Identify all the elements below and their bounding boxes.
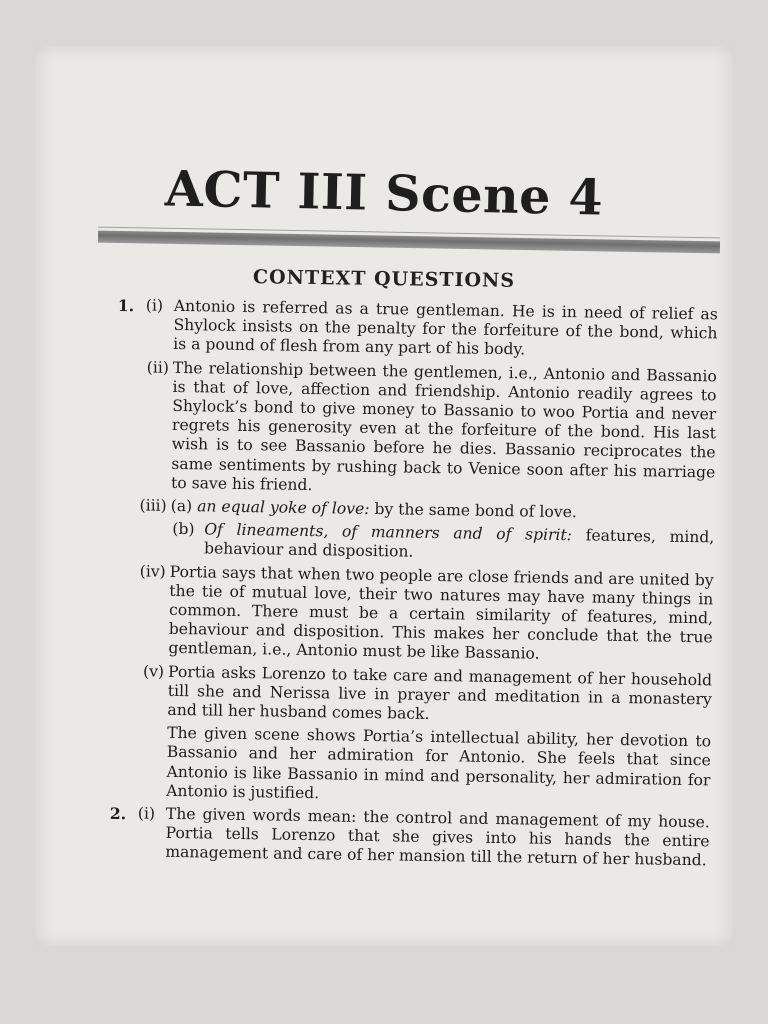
item-text: The given words mean: the control and management of my house. Portia tells Lorenzo that she gives into his hands the entire management and care of her mansion till the return of her husband. (165, 804, 710, 870)
item-text: Portia asks Lorenzo to take care and management of her household till she and Nerissa live in prayer and meditation in a monastery and till her husband comes back. (167, 662, 713, 724)
page-title: ACT III Scene 4 (164, 159, 604, 227)
question-1-item-v (111, 662, 712, 729)
answers-body (109, 296, 718, 875)
question-1-item-v-extra (110, 723, 711, 809)
question-number: 1. (117, 296, 135, 316)
header-rule (98, 231, 720, 254)
item-label: (ii) (146, 358, 170, 377)
item-extra-text: The given scene shows Portia’s intellectual ability, her devotion to Bassanio and her admiration for Antonio. She feels that since Antonio is like Bassanio in mind and personality, her admiration for Antonio is justified. (166, 724, 712, 803)
subitem-label: (a) (170, 496, 193, 516)
item-text: Antonio is referred as a true gentleman. He is in need of relief as Shylock insists on the penalty for the forfeiture of the bond, which is a pound of flesh from any part of his body. (173, 296, 718, 359)
question-1-item-iii-b (114, 519, 715, 567)
subitem-term: an equal yoke of love: (197, 497, 370, 519)
item-label: (i) (145, 296, 164, 315)
item-text: Portia says that when two people are close friends and are united by the tie of mutual love, their two natures may have many things in common. There must be a certain similarity of features, mind, behaviour and disposition. This makes her conclude that the true gentleman, i.e., Antonio must be like Bassanio. (168, 562, 714, 664)
book-page (36, 46, 732, 946)
subitem-text: by the same bond of love. (369, 500, 577, 522)
section-subtitle: CONTEXT QUESTIONS (252, 266, 516, 292)
question-2-item-i (109, 804, 710, 871)
question-1-item-ii (115, 358, 717, 502)
subitem-term: Of lineaments, of manners and of spirit: (204, 520, 573, 545)
item-label: (iv) (139, 562, 166, 581)
question-number: 2. (109, 804, 127, 824)
item-text: The relationship between the gentlemen, i.e., Antonio and Bassanio is that of love, affection and friendship. Antonio readily agrees to Shylock’s bond to give money to Bassanio to woo Portia and never regrets his generosity even at the forfeiture of the bond. His last wish is to see Bassanio before he dies. Bassanio reciprocates the same sentiments by rushing back to Venice soon after his marriage to save his friend. (170, 358, 717, 494)
item-label: (v) (142, 662, 165, 681)
subitem-text: features, mind, behaviour and disposition. (203, 526, 715, 562)
question-1-item-i (117, 296, 718, 363)
question-1-item-iv (112, 562, 713, 667)
item-label: (i) (137, 804, 156, 823)
subitem-label: (b) (172, 520, 195, 539)
item-label: (iii) (139, 496, 167, 515)
